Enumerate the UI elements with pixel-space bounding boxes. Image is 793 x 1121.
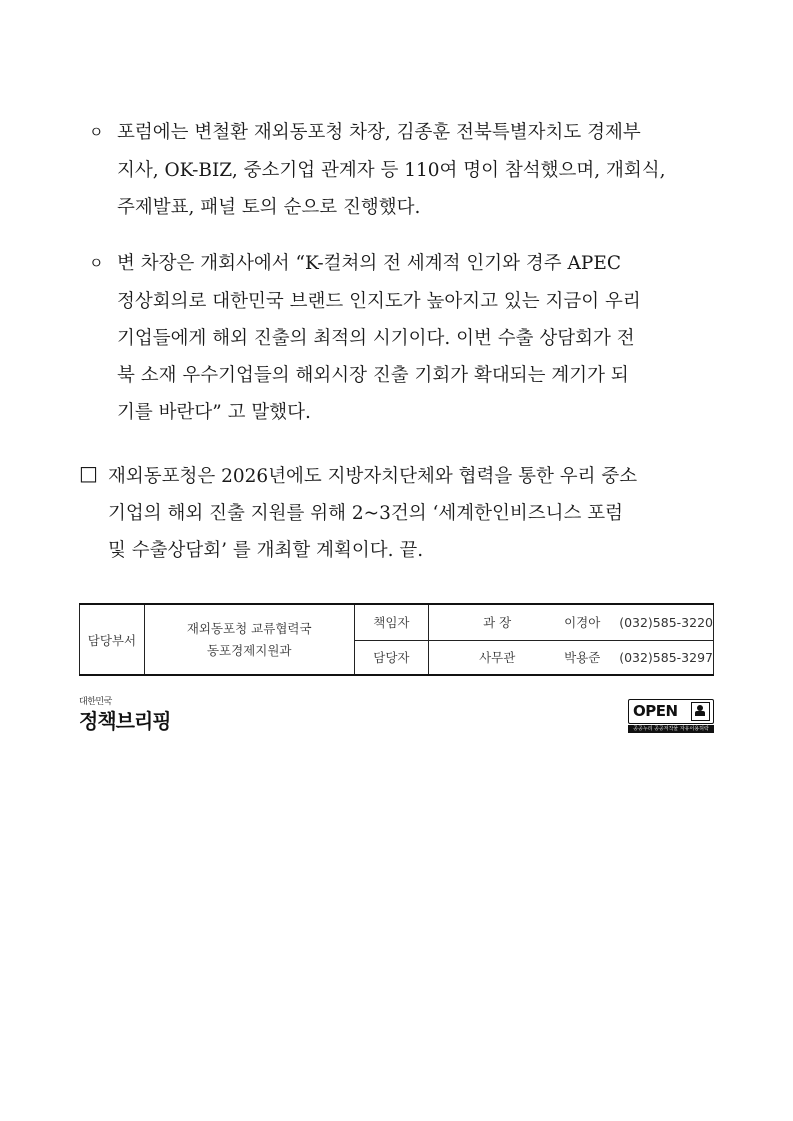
text-line: 주제발표, 패널 토의 순으로 진행했다.: [117, 197, 421, 218]
phone-number: (032)585-3220: [619, 615, 713, 631]
korea-policy-briefing-logo: [79, 694, 171, 734]
text-line: 북 소재 우수기업들의 해외시장 진출 기회가 확대되는 계기가 되: [117, 365, 629, 386]
position-title: 과 장: [483, 615, 512, 631]
text-line: 지사, OK-BIZ, 중소기업 관계자 등 110여 명이 참석했으며, 개회식,: [117, 160, 666, 181]
text-line: 정상회의로 대한민국 브랜드 인지도가 높아지고 있는 지금이 우리: [117, 291, 641, 312]
open-license-caption: 공공누리 공공저작물 자유이용허락: [628, 725, 714, 733]
bullet-circle: ㅇ: [89, 123, 104, 141]
text-line: 및 수출상담회’ 를 개최할 계획이다. 끝.: [108, 540, 424, 561]
open-label: OPEN: [633, 702, 678, 720]
contact-info-cell: [429, 640, 714, 675]
phone-number: (032)585-3297: [619, 650, 713, 666]
text-line: 변 차장은 개회사에서 “K-컬쳐의 전 세계적 인기와 경주 APEC: [117, 253, 621, 274]
person-name: 박용준: [564, 650, 601, 666]
bullet-square: □: [79, 461, 98, 485]
role-cell: 책임자: [354, 604, 429, 640]
text-line: 기업의 해외 진출 지원를 위해 2~3건의 ‘세계한인비즈니스 포럼: [108, 503, 623, 524]
contact-info-cell: [429, 604, 714, 640]
position-title: 사무관: [479, 650, 516, 666]
dept-line: 동포경제지원과: [206, 642, 292, 658]
text-line: 기를 바란다” 고 말했다.: [117, 402, 311, 423]
open-badge-frame: [628, 699, 714, 724]
brand-country-text: 대한민국: [79, 697, 112, 707]
text-line: 포럼에는 변철환 재외동포청 차장, 김종훈 전북특별자치도 경제부: [117, 122, 641, 143]
brand-name-text: 정책브리핑: [79, 709, 171, 733]
dept-label-cell: 담당부서: [80, 604, 145, 675]
open-license-badge: [628, 699, 714, 734]
attribution-icon: [691, 702, 710, 721]
text-line: 기업들에게 해외 진출의 최적의 시기이다. 이번 수출 상담회가 전: [117, 328, 635, 349]
dept-line: 재외동포청 교류협력국: [186, 620, 312, 636]
bullet-circle: ㅇ: [89, 254, 104, 272]
text-line: 재외동포청은 2026년에도 지방자치단체와 협력을 통한 우리 중소: [108, 466, 638, 487]
person-name: 이경아: [564, 615, 601, 631]
role-cell: 담당자: [354, 640, 429, 675]
contact-table: [79, 603, 714, 676]
dept-name-cell: [144, 604, 354, 675]
